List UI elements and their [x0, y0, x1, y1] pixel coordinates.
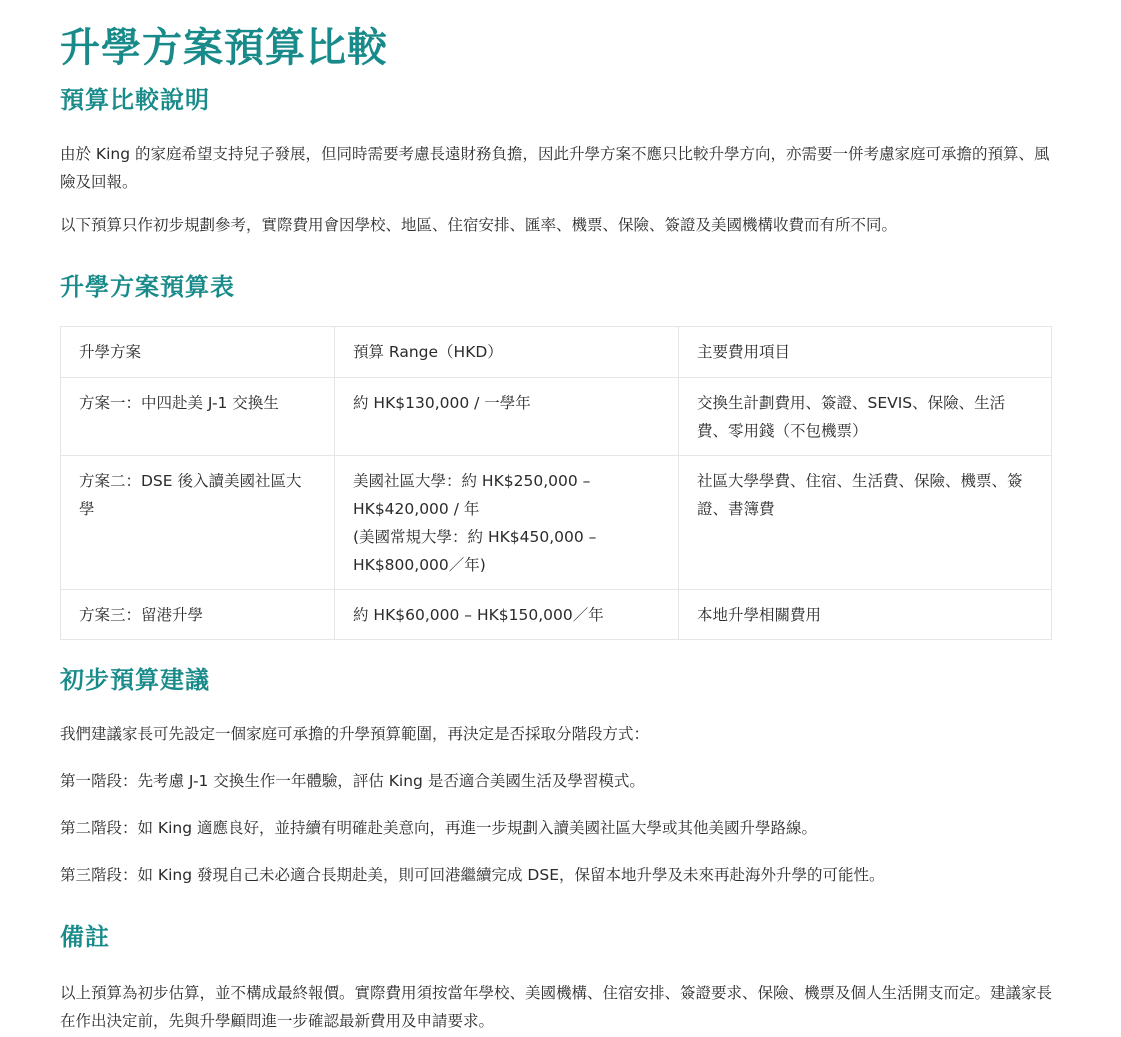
table-row [61, 378, 1052, 456]
cell-plan: 方案二：DSE 後入讀美國社區大學 [61, 456, 335, 590]
cell-budget [335, 590, 679, 640]
section-heading-notes: 備註 [60, 923, 110, 951]
suggestion-stage-2: 第二階段：如 King 適應良好，並持續有明確赴美意向，再進一步規劃入讀美國社區大學或其他美國升學路線。 [60, 819, 817, 837]
explanation-paragraph: 由於 King 的家庭希望支持兒子發展，但同時需要考慮長遠財務負擔，因此升學方案不應只比較升學方向，亦需要一併考慮家庭可承擔的預算、風險及回報。 [60, 145, 1050, 191]
cell-plan: 方案一：中四赴美 J-1 交換生 [61, 378, 335, 456]
budget-line: (美國常規大學：約 HK$450,000 – HK$800,000／年) [353, 528, 597, 574]
cell-budget [335, 456, 679, 590]
cell-plan: 方案三：留港升學 [61, 590, 335, 640]
suggestion-paragraph: 我們建議家長可先設定一個家庭可承擔的升學預算範圍，再決定是否採取分階段方式： [60, 725, 650, 743]
cell-budget [335, 378, 679, 456]
notes-paragraph: 以上預算為初步估算，並不構成最終報價。實際費用須按當年學校、美國機構、住宿安排、簽證要求、保險、機票及個人生活開支而定。建議家長在作出決定前，先與升學顧問進一步確認最新費用及申請要求。 [60, 984, 1053, 1030]
budget-line: 約 HK$130,000 / 一學年 [353, 394, 531, 412]
budget-table [60, 326, 1052, 640]
table-header-row [61, 327, 1052, 378]
section-heading-explanation: 預算比較說明 [60, 86, 210, 114]
page-title: 升學方案預算比較 [60, 25, 388, 71]
table-row [61, 590, 1052, 640]
cell-items: 社區大學學費、住宿、生活費、保險、機票、簽證、書簿費 [679, 456, 1052, 590]
column-header-plan: 升學方案 [61, 327, 335, 378]
table-row [61, 456, 1052, 590]
budget-line: 約 HK$60,000 – HK$150,000／年 [353, 606, 604, 624]
section-heading-suggestion: 初步預算建議 [60, 666, 210, 694]
column-header-budget: 預算 Range（HKD） [335, 327, 679, 378]
suggestion-stage-1: 第一階段：先考慮 J-1 交換生作一年體驗，評估 King 是否適合美國生活及學習模式。 [60, 772, 645, 790]
explanation-paragraph: 以下預算只作初步規劃參考，實際費用會因學校、地區、住宿安排、匯率、機票、保險、簽證及美國機構收費而有所不同。 [60, 216, 898, 234]
suggestion-stage-3: 第三階段：如 King 發現自己未必適合長期赴美，則可回港繼續完成 DSE，保留本地升學及未來再赴海外升學的可能性。 [60, 866, 885, 884]
column-header-items: 主要費用項目 [679, 327, 1052, 378]
cell-items: 本地升學相關費用 [679, 590, 1052, 640]
cell-items: 交換生計劃費用、簽證、SEVIS、保險、生活費、零用錢（不包機票） [679, 378, 1052, 456]
budget-line: 美國社區大學：約 HK$250,000 – HK$420,000 / 年 [353, 472, 591, 518]
section-heading-budget-table: 升學方案預算表 [60, 273, 235, 301]
